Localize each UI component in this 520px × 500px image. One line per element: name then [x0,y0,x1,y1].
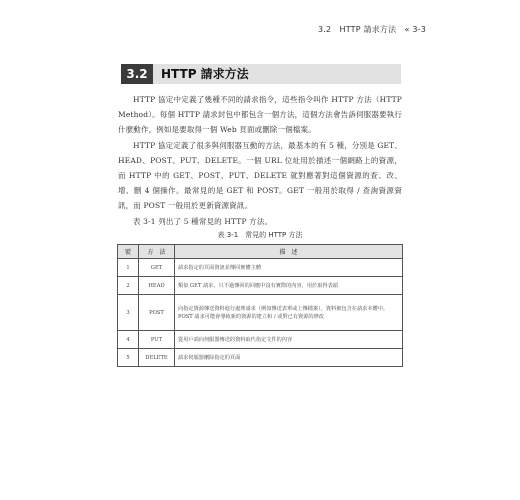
section-heading [121,64,401,84]
table-row [118,295,403,331]
row-description: 請求指定的頁面資訊並傳回實體主體 [175,259,403,277]
row-number: 4 [118,331,139,349]
row-method: HEAD [139,277,175,295]
section-number: 3.2 [121,64,153,84]
row-description: 從用戶端向伺服器傳送的資料取代指定文件的內容 [175,331,403,349]
row-method: POST [139,295,175,331]
header-method: 方 法 [139,245,175,259]
section-title: HTTP 請求方法 [161,67,249,81]
row-number: 2 [118,277,139,295]
row-number: 5 [118,349,139,367]
row-method: GET [139,259,175,277]
table-row [118,331,403,349]
paragraph-intro: HTTP 協定中定義了幾種不同的請求指令，這些指令叫作 HTTP 方法（HTTP Method）。每個 HTTP 請求封包中都包含一個方法，這個方法會告訴伺服器要執行什麼動作，例如是要取得一個 Web 頁面或刪除一個檔案。 [118,95,402,135]
table-row [118,349,403,367]
row-description: 請求伺服器刪除指定的頁面 [175,349,403,367]
row-number: 3 [118,295,139,331]
row-method: PUT [139,331,175,349]
row-description: 向指定資源傳送資料進行處理請求（例如傳送表單或上傳檔案）。資料被包含在請求本體中。POST 請求可能會導致新的資源的建立和 / 或對已有資源的修改 [175,295,403,331]
row-method: DELETE [139,349,175,367]
header-number: 號 [118,245,139,259]
paragraph-table-ref: 表 3-1 列出了 5 種常見的 HTTP 方法。 [133,216,273,226]
table-caption: 表 3-1 常見的 HTTP 方法 [217,231,303,239]
body-text [118,92,402,229]
header-description: 描 述 [175,245,403,259]
http-methods-table [117,244,403,367]
paragraph-methods: HTTP 協定定義了很多與伺服器互動的方法，最基本的有 5 種，分別是 GET、HEAD、POST、PUT、DELETE。一個 URL 位址用於描述一個網路上的資源，而 HTTP 中的 GET、POST、PUT、DELETE 就對應著對這個資源的查、改、增、刪 4 個操作。最常見的是 GET 和 POST。GET 一般用於取得 / 查詢資源資訊，而 POST 一般用於更新資源資訊。 [118,140,402,211]
running-head: 3.2 HTTP 請求方法 « 3-3 [317,25,426,34]
row-number: 1 [118,259,139,277]
row-description: 類似 GET 請求，只不過傳回的回應中沒有實際的內容，用於取得表頭 [175,277,403,295]
table-row [118,259,403,277]
table-header-row [118,245,403,259]
table-row [118,277,403,295]
